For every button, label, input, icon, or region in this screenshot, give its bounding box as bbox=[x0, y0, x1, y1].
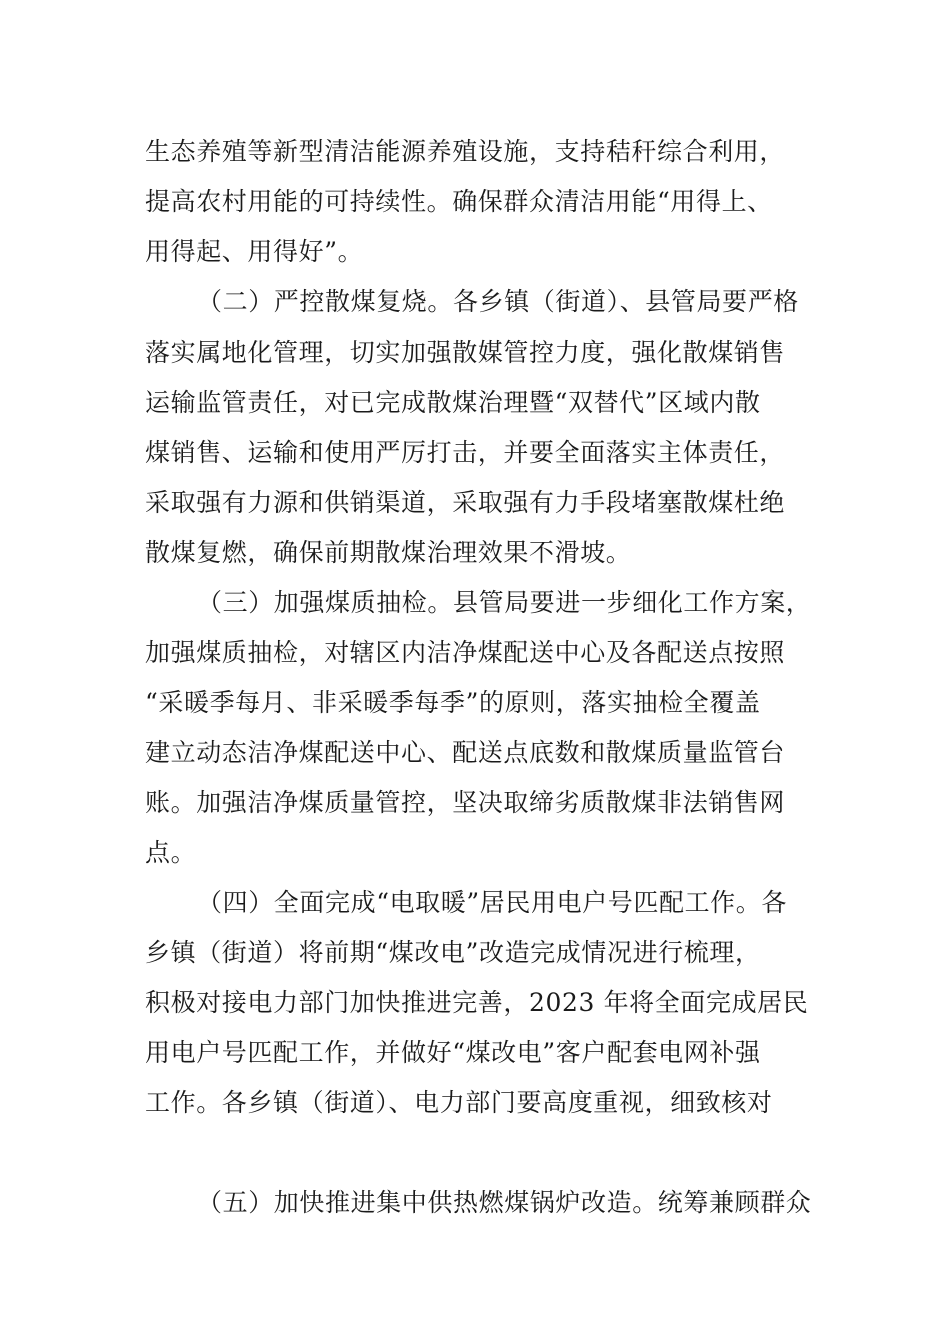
section-5-heading-line: （五）加快推进集中供热燃煤锅炉改造。统筹兼顾群众 bbox=[197, 1188, 812, 1217]
text-line: 账。加强洁净煤质量管控，坚决取缔劣质散煤非法销售网 bbox=[145, 788, 786, 817]
text-line: 运输监管责任，对已完成散煤治理暨“双替代”区域内散 bbox=[145, 388, 761, 417]
text-line: 落实属地化管理，切实加强散媒管控力度，强化散煤销售 bbox=[145, 338, 786, 367]
text-line: 提高农村用能的可持续性。确保群众清洁用能“用得上、 bbox=[145, 187, 773, 216]
text-line: 点。 bbox=[145, 838, 197, 867]
section-2-heading-line: （二）严控散煤复烧。各乡镇（街道）、县管局要严格 bbox=[197, 287, 799, 316]
text-line: “采暖季每月、非采暖季每季”的原则，落实抽检全覆盖 bbox=[145, 688, 761, 717]
text-line: 工作。各乡镇（街道）、电力部门要高度重视，细致核对 bbox=[145, 1088, 773, 1117]
text-line: 用电户号匹配工作，并做好“煤改电”客户配套电网补强 bbox=[145, 1038, 761, 1067]
text-line: 散煤复燃，确保前期散煤治理效果不滑坡。 bbox=[145, 538, 632, 567]
text-line: 用得起、用得好”。 bbox=[145, 237, 364, 266]
text-line: 建立动态洁净煤配送中心、配送点底数和散煤质量监管台 bbox=[145, 738, 786, 767]
text-line: 煤销售、运输和使用严厉打击，并要全面落实主体责任， bbox=[145, 438, 786, 467]
section-4-heading-line: （四）全面完成“电取暖”居民用电户号匹配工作。各 bbox=[197, 888, 787, 917]
text-line: 采取强有力源和供销渠道，采取强有力手段堵塞散煤杜绝 bbox=[145, 488, 786, 517]
text-line: 积极对接电力部门加快推进完善，2023 年将全面完成居民 bbox=[145, 988, 809, 1017]
section-3-heading-line: （三）加强煤质抽检。县管局要进一步细化工作方案， bbox=[197, 588, 812, 617]
text-line: 生态养殖等新型清洁能源养殖设施，支持秸秆综合利用， bbox=[145, 137, 786, 166]
text-line: 加强煤质抽检，对辖区内洁净煤配送中心及各配送点按照 bbox=[145, 638, 786, 667]
text-line: 乡镇（街道）将前期“煤改电”改造完成情况进行梳理， bbox=[145, 938, 761, 967]
